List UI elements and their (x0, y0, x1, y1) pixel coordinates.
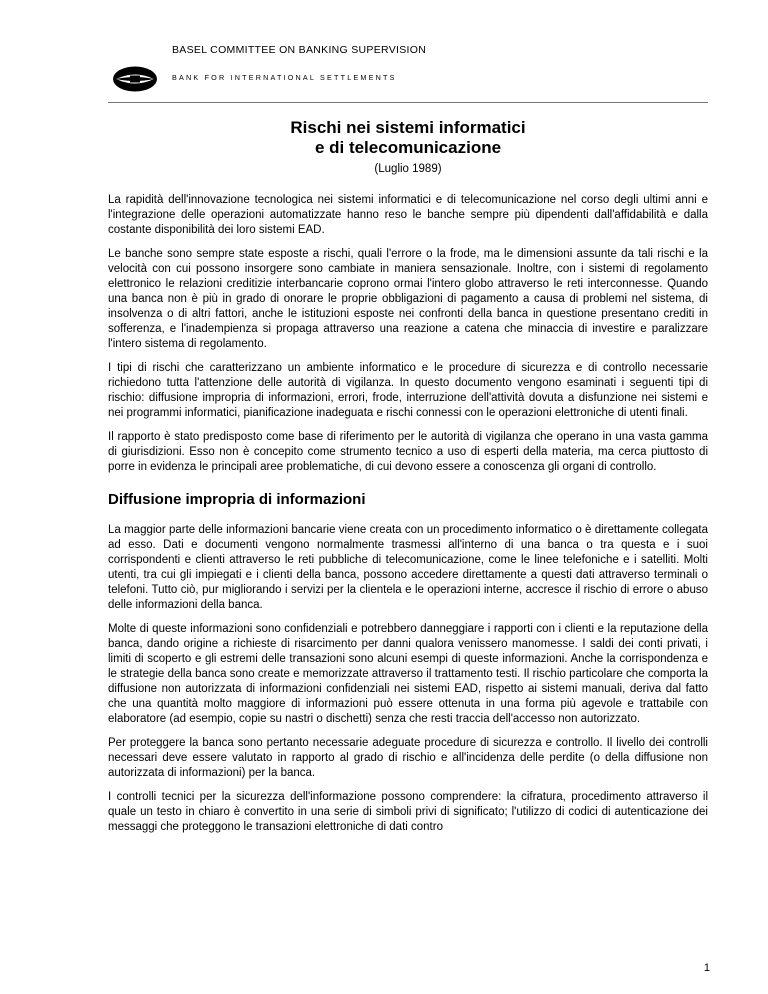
document-title (108, 118, 708, 158)
section-heading: Diffusione impropria di informazioni (108, 491, 366, 508)
letterhead (108, 36, 427, 98)
bis-logo-icon (112, 66, 158, 92)
section-paragraph: Per proteggere la banca sono pertanto necessarie adeguate procedure di sicurezza e controllo. Il livello dei controlli necessari deve essere valutato in rapporto al grado di rischio e all'incidenza delle perdite (o della diffusione non autorizzata di informazioni) per la banca. (108, 737, 708, 779)
bank-name: BANK FOR INTERNATIONAL SETTLEMENTS (172, 73, 397, 82)
header-divider (108, 102, 708, 103)
committee-name: BASEL COMMITTEE ON BANKING SUPERVISION (172, 44, 427, 56)
section-paragraph: I controlli tecnici per la sicurezza dell'informazione possono comprendere: la cifratura, procedimento attraverso il quale un testo in chiaro è convertito in una serie di simboli privi di significato; l'utilizzo di codici di autenticazione dei messaggi che proteggono le transazioni elettroniche di dati contro (108, 791, 708, 833)
title-line-1: Rischi nei sistemi informatici (290, 118, 526, 137)
document-date: (Luglio 1989) (374, 163, 442, 175)
intro-paragraph: Le banche sono sempre state esposte a rischi, quali l'errore o la frode, ma le dimensioni assunte da tali rischi e la velocità con cui possono insorgere sono cambiate in maniera sensazionale. Inoltre, con i sistemi di regolamento elettronico le relazioni creditizie interbancarie coprono ormai l'intero globo attraverso le reti interconnesse. Quando una banca non è più in grado di onorare le proprie obbligazioni di pagamento a causa di problemi nel sistema, di insolvenza o di altri fattori, anche le istituzioni esposte nei confronti della banca in questione presentano crediti in sofferenza, e l'inadempienza si propaga attraverso una reazione a catena che minaccia di investire e paralizzare l'intero sistema di regolamento. (108, 248, 708, 350)
intro-paragraph: Il rapporto è stato predisposto come base di riferimento per le autorità di vigilanza che operano in una vasta gamma di giurisdizioni. Esso non è concepito come strumento tecnico a uso di esperti della materia, ma cerca piuttosto di porre in evidenza le principali aree problematiche, di cui devono essere a conoscenza gli organi di controllo. (108, 431, 708, 473)
section-paragraph: La maggior parte delle informazioni bancarie viene creata con un procedimento informatico o è direttamente collegata ad esso. Dati e documenti vengono normalmente trasmessi all'interno di una banca o tra questa e i suoi corrispondenti e clienti attraverso le reti pubbliche di telecomunicazione, come le linee telefoniche e i satelliti. Molti utenti, tra cui gli impiegati e i clienti della banca, possono accedere direttamente a questi dati attraverso terminali o telefoni. Tutto ciò, pur migliorando i servizi per la clientela e le operazioni interne, accresce il rischio di errore o abuso delle informazioni della banca. (108, 524, 708, 611)
document-body (108, 193, 708, 844)
intro-paragraph: La rapidità dell'innovazione tecnologica nei sistemi informatici e di telecomunicazione nel corso degli ultimi anni e l'integrazione delle operazioni automatizzate hanno reso le banche sempre più dipendenti dall'affidabilità e dalla costante disponibilità dei loro sistemi EAD. (108, 194, 708, 236)
section-paragraph: Molte di queste informazioni sono confidenziali e potrebbero danneggiare i rapporti con i clienti e la reputazione della banca, dando origine a richieste di risarcimento per danni qualora venissero manomesse. I saldi dei conti privati, i limiti di scoperto e gli estremi delle transazioni sono alcuni esempi di queste informazioni. Anche la corrispondenza e le strategie della banca sono create e memorizzate attraverso il trattamento testi. Il rischio particolare che comporta la diffusione non autorizzata di informazioni confidenziali nei sistemi EAD, rispetto ai sistemi manuali, deriva dal fatto che una quantità molto maggiore di informazioni può essere ottenuta in una forma più agevole e trattabile con elaboratore (ad esempio, copie su nastri o dischetti) senza che resti traccia dell'accesso non autorizzato. (108, 623, 708, 725)
intro-paragraph: I tipi di rischi che caratterizzano un ambiente informatico e le procedure di sicurezza e di controllo necessarie richiedono tutta l'attenzione delle autorità di vigilanza. In questo documento vengono esaminati i seguenti tipi di rischio: diffusione impropria di informazioni, errori, frode, interruzione dell'attività dovuta a disfunzione nei sistemi e nei programmi informatici, pianificazione inadeguata e rischi connessi con le operazioni elettroniche di utenti finali. (108, 362, 708, 419)
page-number: 1 (703, 962, 710, 974)
title-line-2: e di telecomunicazione (314, 138, 502, 157)
